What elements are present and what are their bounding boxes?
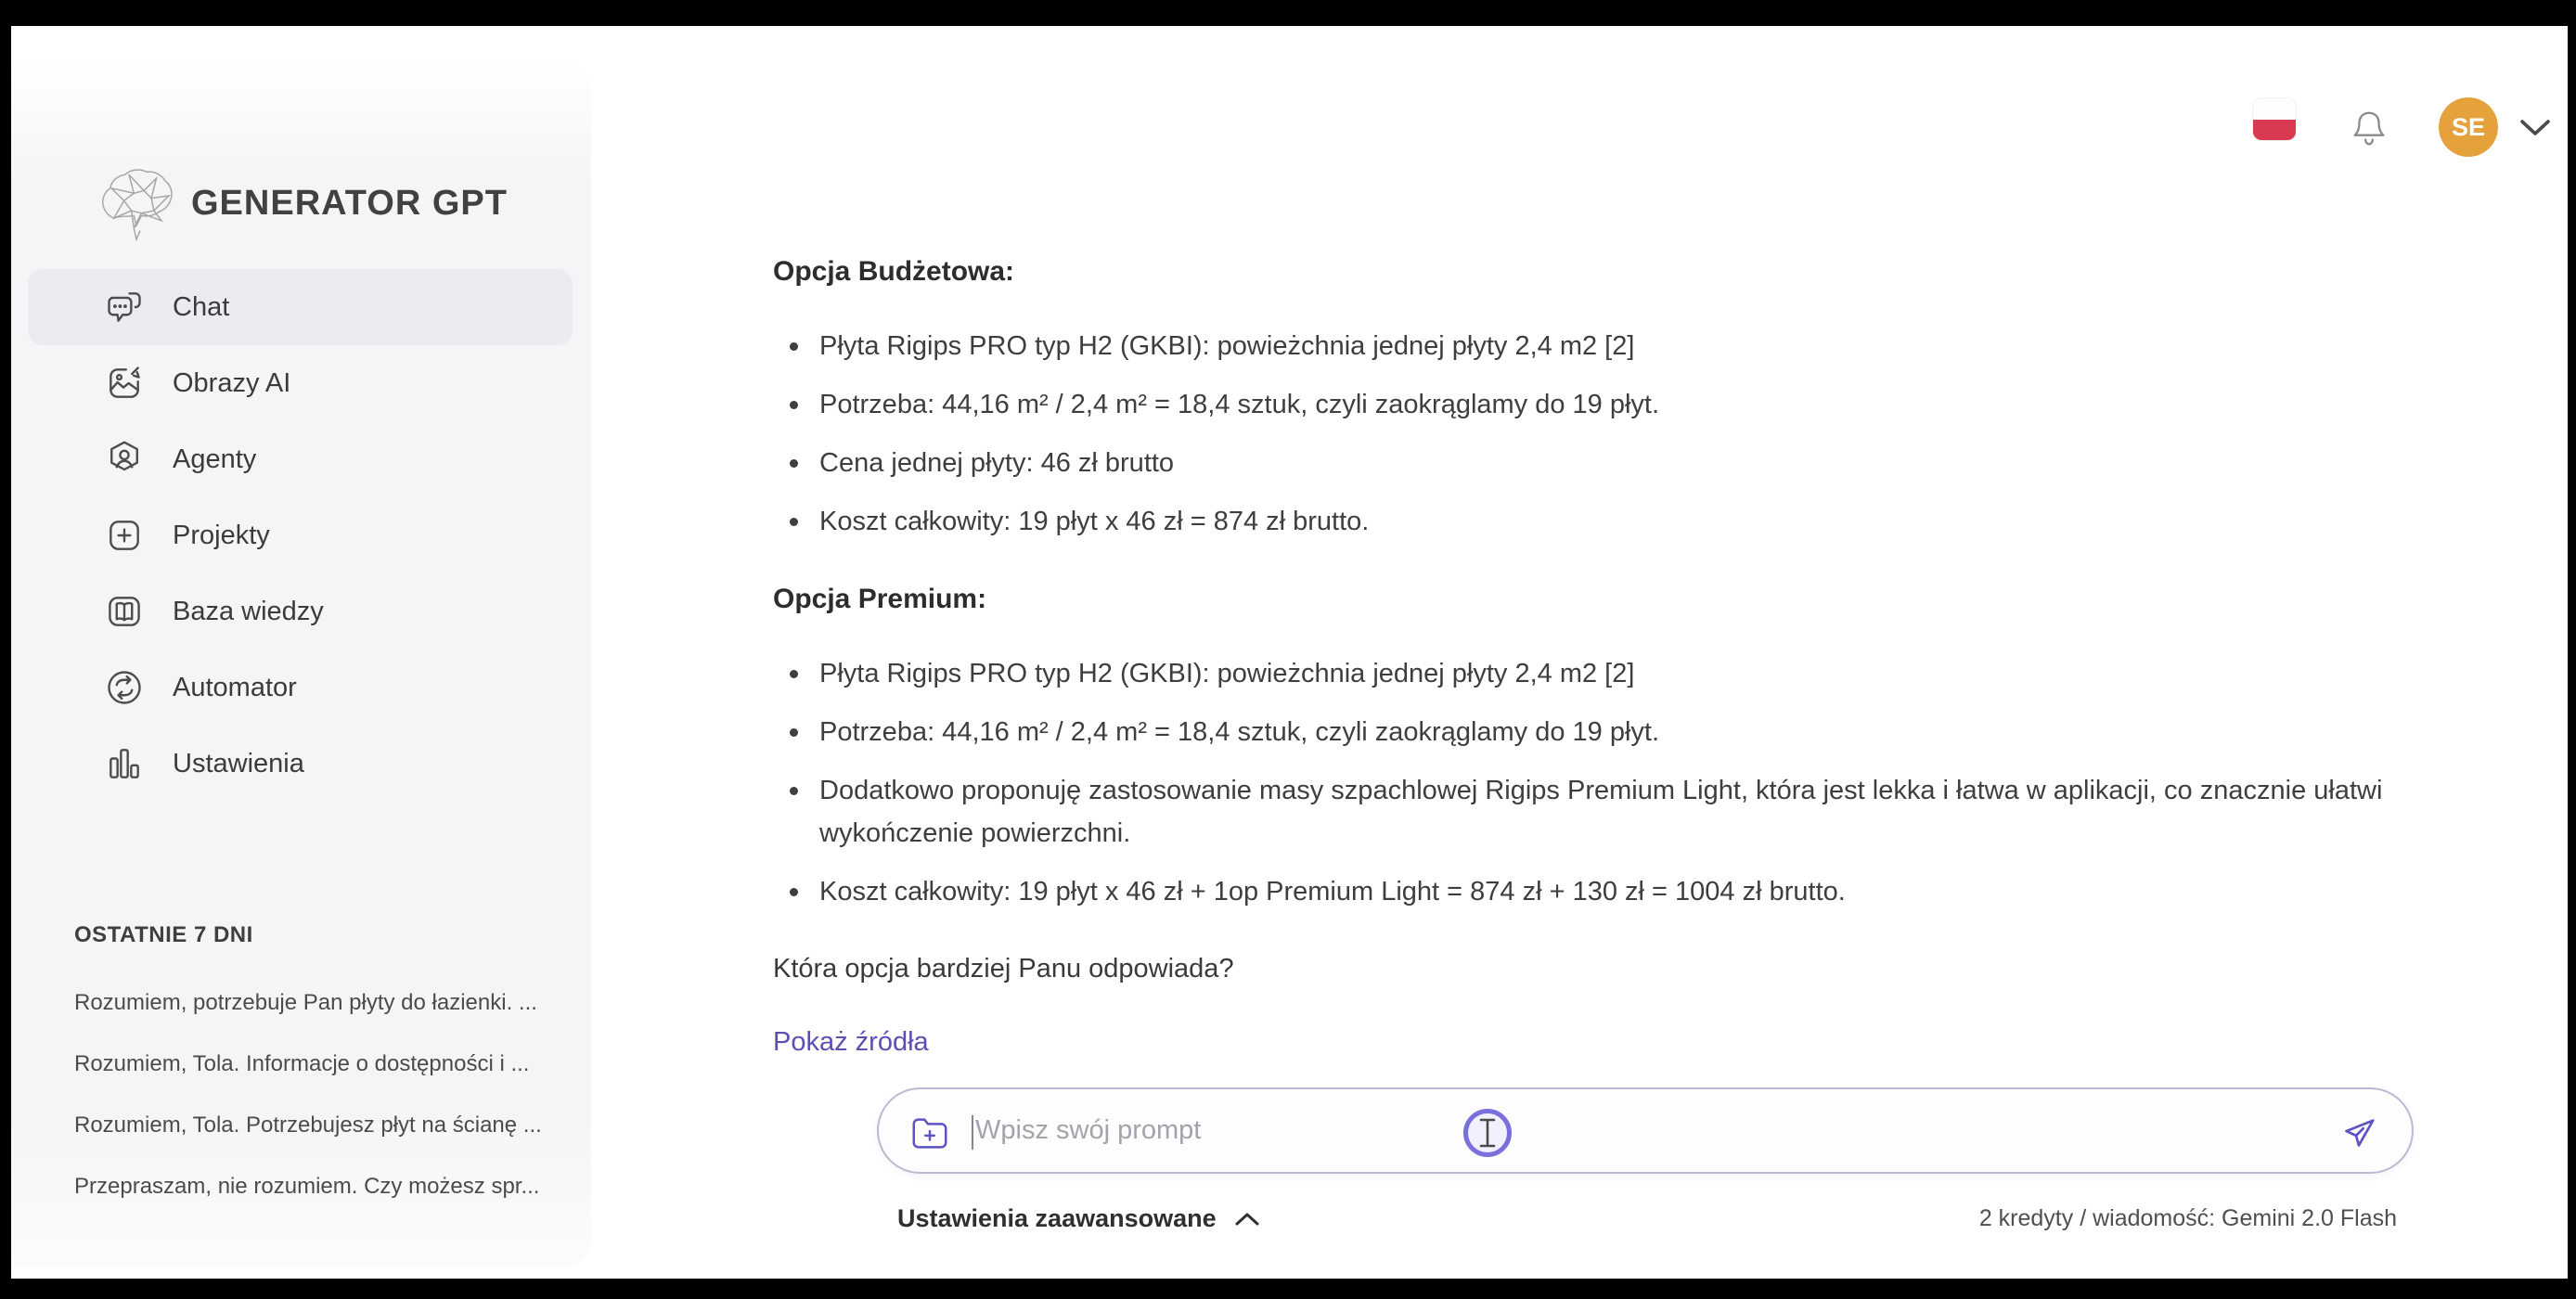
sidebar-item-label: Projekty bbox=[173, 520, 270, 550]
folder-plus-icon bbox=[908, 1112, 951, 1154]
language-flag-button[interactable] bbox=[2252, 97, 2297, 141]
attach-button[interactable] bbox=[908, 1112, 951, 1154]
bullet-item: Płyta Rigips PRO typ H2 (GKBI): powieżchnia jednej płyty 2,4 m2 [2] bbox=[819, 325, 2406, 367]
agent-icon bbox=[104, 439, 145, 480]
chat-message-area bbox=[773, 256, 2406, 1058]
brain-logo-icon bbox=[97, 163, 176, 243]
sidebar-item-chat[interactable] bbox=[28, 269, 573, 345]
assistant-question: Która opcja bardziej Panu odpowiada? bbox=[773, 954, 1234, 984]
bullet-item: Płyta Rigips PRO typ H2 (GKBI): powieżchnia jednej płyty 2,4 m2 [2] bbox=[819, 652, 2406, 695]
bullet-item: Potrzeba: 44,16 m² / 2,4 m² = 18,4 sztuk, czyli zaokrąglamy do 19 płyt. bbox=[819, 711, 2406, 753]
chat-icon bbox=[104, 287, 145, 328]
knowledge-book-icon bbox=[104, 591, 145, 632]
project-plus-icon bbox=[104, 515, 145, 556]
sidebar-item-projekty[interactable] bbox=[28, 497, 573, 573]
prompt-input[interactable] bbox=[975, 1091, 2300, 1170]
sidebar-item-ustawienia[interactable] bbox=[28, 726, 573, 802]
image-ai-icon bbox=[104, 363, 145, 404]
automation-loop-icon bbox=[104, 667, 145, 708]
sidebar-item-label: Chat bbox=[173, 291, 230, 322]
history-item[interactable]: Przepraszam, nie rozumiem. Czy możesz spr... bbox=[74, 1174, 540, 1199]
option-heading: Opcja Budżetowa: bbox=[773, 256, 1015, 287]
bar-chart-icon bbox=[104, 743, 145, 784]
sidebar-nav bbox=[28, 269, 573, 802]
bullet-item: Dodatkowo proponuję zastosowanie masy szpachlowej Rigips Premium Light, która jest lekka i łatwa w aplikacji, co znacznie ułatwi wykończenie powierzchni. bbox=[819, 769, 2406, 855]
sidebar-item-label: Agenty bbox=[173, 444, 257, 474]
chevron-down-icon bbox=[2517, 115, 2554, 141]
sidebar-item-label: Ustawienia bbox=[173, 748, 304, 778]
bullet-item: Cena jednej płyty: 46 zł brutto bbox=[819, 442, 2406, 484]
sidebar bbox=[11, 59, 591, 1267]
sidebar-item-label: Automator bbox=[173, 672, 297, 702]
advanced-settings-toggle[interactable] bbox=[877, 1204, 1261, 1233]
history-section-header: OSTATNIE 7 DNI bbox=[74, 922, 253, 947]
composer-footer bbox=[877, 1204, 2414, 1233]
sidebar-item-baza-wiedzy[interactable] bbox=[28, 573, 573, 650]
text-caret bbox=[972, 1115, 973, 1150]
flag-red-stripe bbox=[2253, 120, 2296, 141]
prompt-composer bbox=[877, 1087, 2414, 1174]
show-sources-link[interactable]: Pokaż źródła bbox=[773, 1027, 929, 1057]
sidebar-item-label: Obrazy AI bbox=[173, 367, 291, 398]
app-window bbox=[11, 26, 2568, 1279]
option-bullet-list bbox=[773, 325, 2406, 543]
history-item[interactable]: Rozumiem, potrzebuje Pan płyty do łazienki. ... bbox=[74, 990, 537, 1015]
bell-icon bbox=[2348, 108, 2390, 150]
notifications-button[interactable] bbox=[2348, 108, 2390, 150]
chevron-up-icon bbox=[1233, 1210, 1261, 1228]
bullet-item: Koszt całkowity: 19 płyt x 46 zł = 874 zł brutto. bbox=[819, 500, 2406, 543]
send-button[interactable] bbox=[2336, 1112, 2378, 1154]
chat-history-list bbox=[74, 972, 565, 1217]
option-bullet-list bbox=[773, 652, 2406, 913]
bullet-item: Koszt całkowity: 19 płyt x 46 zł + 1op Premium Light = 874 zł + 130 zł = 1004 zł brutto. bbox=[819, 870, 2406, 913]
app-logo bbox=[97, 163, 508, 243]
history-item[interactable]: Rozumiem, Tola. Potrzebujesz płyt na ścianę ... bbox=[74, 1113, 542, 1138]
logo-text: GENERATOR GPT bbox=[191, 183, 508, 223]
bullet-item: Potrzeba: 44,16 m² / 2,4 m² = 18,4 sztuk, czyli zaokrąglamy do 19 płyt. bbox=[819, 383, 2406, 426]
user-menu-button[interactable] bbox=[2517, 115, 2554, 141]
sidebar-item-obrazy-ai[interactable] bbox=[28, 345, 573, 421]
advanced-settings-label: Ustawienia zaawansowane bbox=[897, 1204, 1217, 1232]
send-paper-plane-icon bbox=[2336, 1112, 2378, 1154]
sidebar-item-agenty[interactable] bbox=[28, 421, 573, 497]
credits-info: 2 kredyty / wiadomość: Gemini 2.0 Flash bbox=[1978, 1205, 2397, 1231]
sidebar-item-label: Baza wiedzy bbox=[173, 596, 324, 626]
user-avatar[interactable]: SE bbox=[2439, 97, 2498, 157]
option-heading: Opcja Premium: bbox=[773, 584, 987, 614]
history-item[interactable]: Rozumiem, Tola. Informacje o dostępności i ... bbox=[74, 1051, 530, 1076]
flag-white-stripe bbox=[2253, 98, 2296, 120]
sidebar-item-automator[interactable] bbox=[28, 650, 573, 726]
